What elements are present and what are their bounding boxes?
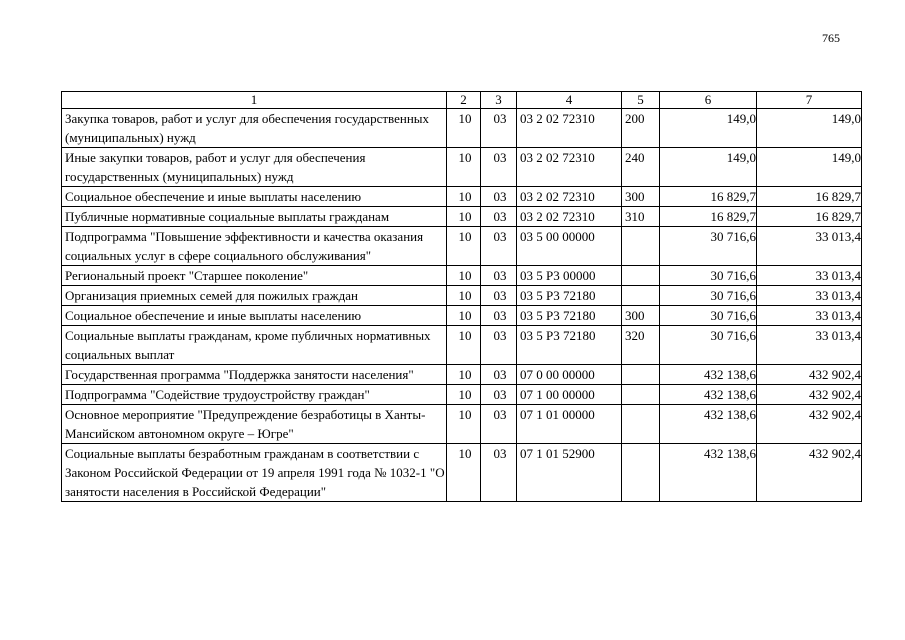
row-subsection-cell: 03	[481, 227, 517, 266]
row-target-code-cell: 03 2 02 72310	[517, 148, 622, 187]
row-section-cell: 10	[447, 207, 481, 227]
table-row	[62, 444, 862, 502]
row-section-cell: 10	[447, 286, 481, 306]
budget-table	[61, 91, 862, 502]
row-name-cell: Иные закупки товаров, работ и услуг для обеспечения государственных (муниципальных) нужд	[62, 148, 447, 187]
column-header: 6	[660, 92, 757, 109]
row-name-cell: Основное мероприятие "Предупреждение безработицы в Ханты-Мансийском автономном округе – Югре"	[62, 405, 447, 444]
row-expense-type-cell	[622, 227, 660, 266]
table-row	[62, 286, 862, 306]
row-target-code-cell: 03 5 00 00000	[517, 227, 622, 266]
row-amount-col7-cell: 432 902,4	[757, 385, 862, 405]
page-number: 765	[822, 31, 840, 45]
row-amount-col6-cell: 432 138,6	[660, 385, 757, 405]
row-target-code-cell: 07 1 01 00000	[517, 405, 622, 444]
row-section-cell: 10	[447, 148, 481, 187]
row-expense-type-cell	[622, 385, 660, 405]
row-section-cell: 10	[447, 306, 481, 326]
row-amount-col7-cell: 16 829,7	[757, 187, 862, 207]
row-name-cell: Организация приемных семей для пожилых граждан	[62, 286, 447, 306]
row-amount-col6-cell: 149,0	[660, 148, 757, 187]
row-amount-col6-cell: 30 716,6	[660, 266, 757, 286]
row-target-code-cell: 07 1 01 52900	[517, 444, 622, 502]
table-row	[62, 148, 862, 187]
row-name-cell: Государственная программа "Поддержка занятости населения"	[62, 365, 447, 385]
table-row	[62, 306, 862, 326]
table-row	[62, 326, 862, 365]
row-amount-col7-cell: 432 902,4	[757, 365, 862, 385]
row-amount-col6-cell: 30 716,6	[660, 306, 757, 326]
table-row	[62, 187, 862, 207]
table-row	[62, 405, 862, 444]
row-amount-col6-cell: 432 138,6	[660, 444, 757, 502]
table-row	[62, 365, 862, 385]
row-expense-type-cell: 240	[622, 148, 660, 187]
row-amount-col7-cell: 16 829,7	[757, 207, 862, 227]
row-subsection-cell: 03	[481, 326, 517, 365]
row-amount-col6-cell: 432 138,6	[660, 405, 757, 444]
row-name-cell: Социальные выплаты безработным гражданам в соответствии с Законом Российской Федерации от 19 апреля 1991 года № 1032-1 "О занятости населения в Российской Федерации"	[62, 444, 447, 502]
row-name-cell: Социальные выплаты гражданам, кроме публичных нормативных социальных выплат	[62, 326, 447, 365]
row-amount-col7-cell: 149,0	[757, 148, 862, 187]
row-amount-col7-cell: 33 013,4	[757, 306, 862, 326]
row-name-cell: Публичные нормативные социальные выплаты гражданам	[62, 207, 447, 227]
row-subsection-cell: 03	[481, 385, 517, 405]
row-target-code-cell: 03 2 02 72310	[517, 109, 622, 148]
column-header: 3	[481, 92, 517, 109]
row-name-cell: Подпрограмма "Содействие трудоустройству граждан"	[62, 385, 447, 405]
table-row	[62, 266, 862, 286]
row-subsection-cell: 03	[481, 444, 517, 502]
row-target-code-cell: 03 2 02 72310	[517, 187, 622, 207]
row-name-cell: Социальное обеспечение и иные выплаты населению	[62, 306, 447, 326]
table-row	[62, 227, 862, 266]
row-name-cell: Региональный проект "Старшее поколение"	[62, 266, 447, 286]
row-subsection-cell: 03	[481, 365, 517, 385]
table-row	[62, 109, 862, 148]
row-section-cell: 10	[447, 326, 481, 365]
row-amount-col6-cell: 149,0	[660, 109, 757, 148]
row-target-code-cell: 07 0 00 00000	[517, 365, 622, 385]
row-amount-col6-cell: 16 829,7	[660, 207, 757, 227]
row-expense-type-cell: 200	[622, 109, 660, 148]
table-row	[62, 207, 862, 227]
row-amount-col6-cell: 30 716,6	[660, 286, 757, 306]
row-subsection-cell: 03	[481, 306, 517, 326]
row-target-code-cell: 03 5 P3 72180	[517, 326, 622, 365]
row-subsection-cell: 03	[481, 266, 517, 286]
row-amount-col7-cell: 33 013,4	[757, 227, 862, 266]
row-section-cell: 10	[447, 187, 481, 207]
column-header: 2	[447, 92, 481, 109]
row-subsection-cell: 03	[481, 187, 517, 207]
row-section-cell: 10	[447, 227, 481, 266]
row-section-cell: 10	[447, 385, 481, 405]
row-subsection-cell: 03	[481, 405, 517, 444]
column-header: 7	[757, 92, 862, 109]
row-section-cell: 10	[447, 405, 481, 444]
row-expense-type-cell: 320	[622, 326, 660, 365]
row-subsection-cell: 03	[481, 207, 517, 227]
row-name-cell: Закупка товаров, работ и услуг для обеспечения государственных (муниципальных) нужд	[62, 109, 447, 148]
row-amount-col6-cell: 432 138,6	[660, 365, 757, 385]
row-target-code-cell: 03 5 P3 72180	[517, 306, 622, 326]
row-expense-type-cell	[622, 266, 660, 286]
row-subsection-cell: 03	[481, 109, 517, 148]
table-row	[62, 385, 862, 405]
row-section-cell: 10	[447, 266, 481, 286]
row-amount-col6-cell: 30 716,6	[660, 227, 757, 266]
row-amount-col7-cell: 33 013,4	[757, 326, 862, 365]
row-expense-type-cell: 310	[622, 207, 660, 227]
row-amount-col7-cell: 149,0	[757, 109, 862, 148]
row-target-code-cell: 03 5 P3 00000	[517, 266, 622, 286]
row-expense-type-cell	[622, 444, 660, 502]
row-amount-col6-cell: 16 829,7	[660, 187, 757, 207]
row-section-cell: 10	[447, 109, 481, 148]
row-target-code-cell: 03 5 P3 72180	[517, 286, 622, 306]
row-target-code-cell: 03 2 02 72310	[517, 207, 622, 227]
row-amount-col6-cell: 30 716,6	[660, 326, 757, 365]
row-subsection-cell: 03	[481, 148, 517, 187]
row-subsection-cell: 03	[481, 286, 517, 306]
row-section-cell: 10	[447, 365, 481, 385]
row-expense-type-cell	[622, 286, 660, 306]
row-amount-col7-cell: 432 902,4	[757, 444, 862, 502]
column-header: 4	[517, 92, 622, 109]
row-section-cell: 10	[447, 444, 481, 502]
row-target-code-cell: 07 1 00 00000	[517, 385, 622, 405]
row-name-cell: Подпрограмма "Повышение эффективности и качества оказания социальных услуг в сфере социального обслуживания"	[62, 227, 447, 266]
column-header: 5	[622, 92, 660, 109]
row-expense-type-cell	[622, 405, 660, 444]
header-row	[62, 92, 862, 109]
row-amount-col7-cell: 432 902,4	[757, 405, 862, 444]
row-amount-col7-cell: 33 013,4	[757, 286, 862, 306]
row-expense-type-cell	[622, 365, 660, 385]
row-expense-type-cell: 300	[622, 187, 660, 207]
row-name-cell: Социальное обеспечение и иные выплаты населению	[62, 187, 447, 207]
row-amount-col7-cell: 33 013,4	[757, 266, 862, 286]
column-header: 1	[62, 92, 447, 109]
row-expense-type-cell: 300	[622, 306, 660, 326]
